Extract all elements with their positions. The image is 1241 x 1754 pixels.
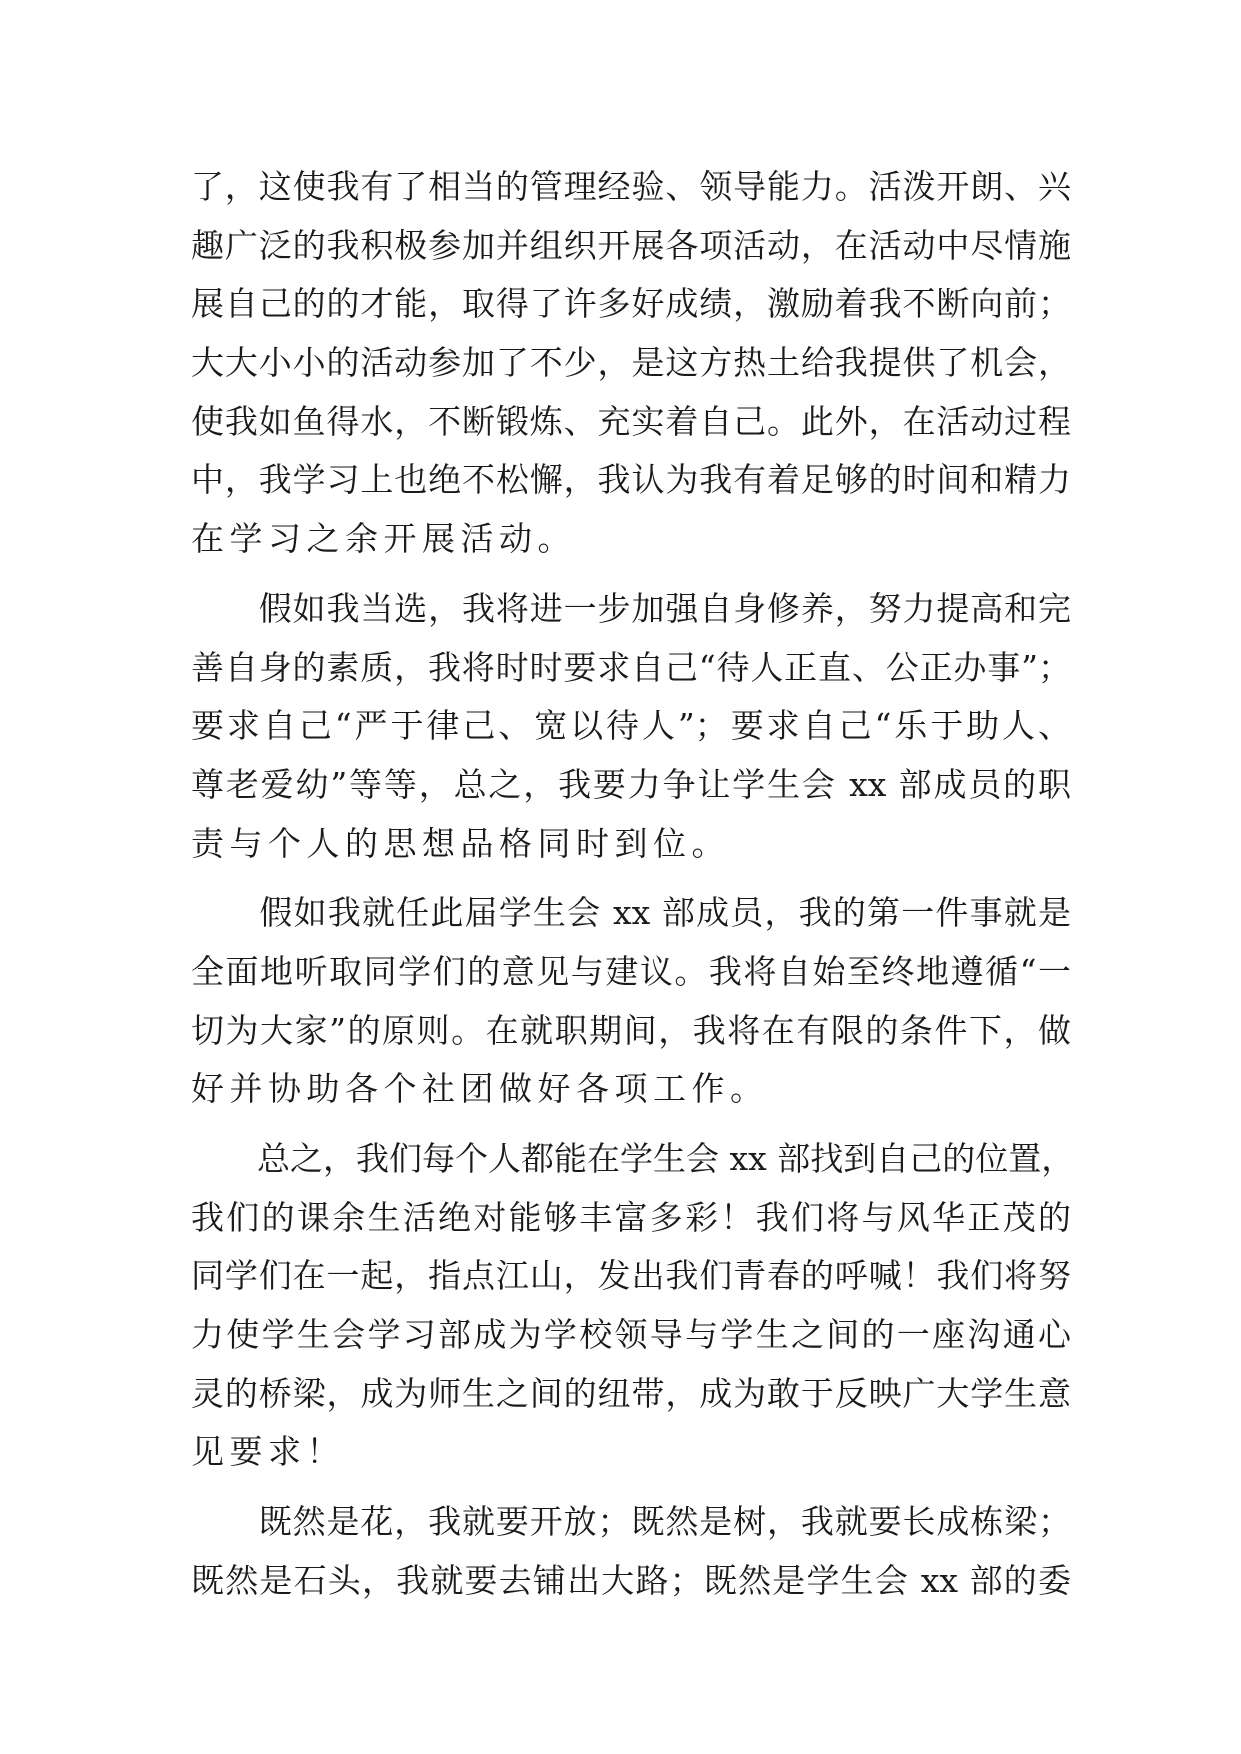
text-line: 我们的课余生活绝对能够丰富多彩！我们将与风华正茂的 — [191, 1197, 1071, 1237]
text-line: 要求自己“严于律己、宽以待人”；要求自己“乐于助人、 — [191, 706, 1071, 746]
text-line: 展自己的的才能，取得了许多好成绩，激励着我不断向前； — [191, 284, 1071, 324]
text-line: 大大小小的活动参加了不少，是这方热土给我提供了机会， — [191, 343, 1071, 383]
paragraph — [191, 580, 1071, 873]
text-line: 趣广泛的我积极参加并组织开展各项活动，在活动中尽情施 — [191, 225, 1071, 265]
text-line: 假如我当选，我将进一步加强自身修养，努力提高和完 — [191, 588, 1071, 628]
text-line: 总之，我们每个人都能在学生会 xx 部找到自己的位置， — [191, 1139, 1075, 1178]
text-line: 善自身的素质，我将时时要求自己“待人正直、公正办事”； — [191, 647, 1071, 687]
paragraph — [191, 1130, 1075, 1482]
text-line: 好并协助各个社团做好各项工作。 — [191, 1069, 769, 1109]
body-text — [191, 158, 1075, 1611]
text-line: 切为大家”的原则。在就职期间，我将在有限的条件下，做 — [191, 1010, 1071, 1050]
text-line: 力使学生会学习部成为学校领导与学生之间的一座沟通心 — [191, 1315, 1071, 1355]
text-line: 灵的桥梁，成为师生之间的纽带，成为敢于反映广大学生意 — [191, 1373, 1071, 1413]
text-line: 假如我就任此届学生会 xx 部成员，我的第一件事就是 — [191, 893, 1071, 933]
text-line: 责与个人的思想品格同时到位。 — [191, 823, 730, 863]
text-line: 中，我学习上也绝不松懈，我认为我有着足够的时间和精力 — [191, 460, 1071, 500]
text-line: 既然是花，我就要开放；既然是树，我就要长成栋梁； — [191, 1502, 1071, 1542]
text-line: 全面地听取同学们的意见与建议。我将自始至终地遵循“一 — [191, 951, 1071, 991]
paragraph — [191, 158, 1071, 569]
text-line: 同学们在一起，指点江山，发出我们青春的呼喊！我们将努 — [191, 1256, 1071, 1296]
text-line: 了，这使我有了相当的管理经验、领导能力。活泼开朗、兴 — [191, 167, 1071, 206]
paragraph — [191, 884, 1071, 1119]
text-line: 既然是石头，我就要去铺出大路；既然是学生会 xx 部的委 — [191, 1560, 1071, 1600]
text-line: 尊老爱幼”等等，总之，我要力争让学生会 xx 部成员的职 — [191, 764, 1071, 804]
text-line: 见要求！ — [191, 1432, 345, 1472]
text-line: 在学习之余开展活动。 — [191, 519, 576, 559]
text-line: 使我如鱼得水，不断锻炼、充实着自己。此外，在活动过程 — [191, 401, 1071, 441]
paragraph — [191, 1493, 1071, 1610]
